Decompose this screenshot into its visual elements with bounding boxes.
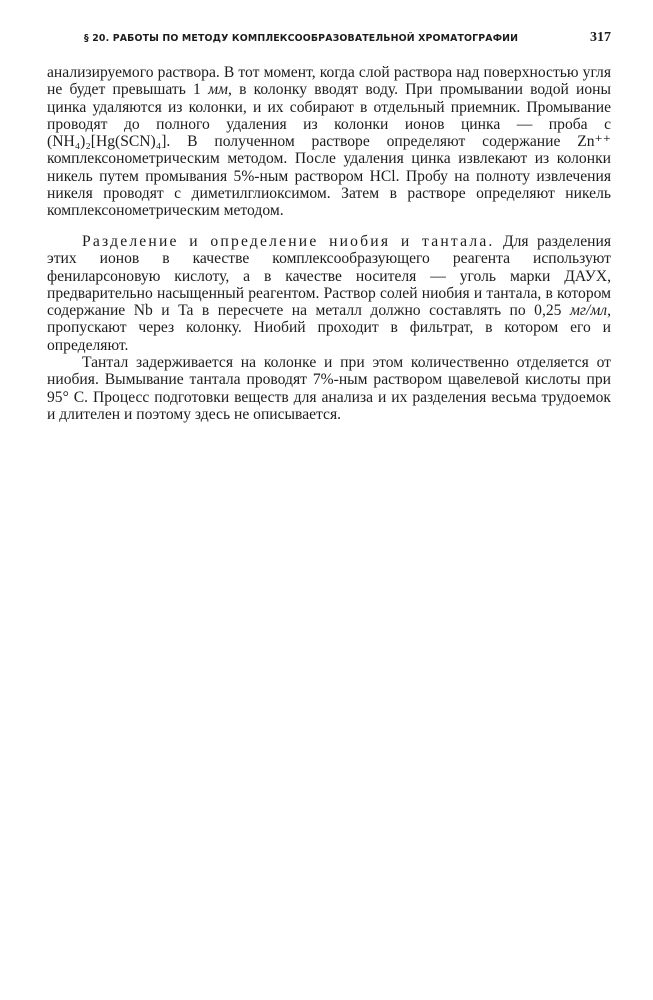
text-run: анализируемого раствора. В тот момент, когда слой раствора над поверхностью угля не будет превышать 1 xyxy=(47,64,611,99)
paragraph-text xyxy=(47,64,611,220)
paragraph-zinc-nickel xyxy=(47,64,611,220)
section-heading: Разделение и определение ниобия и тантала. xyxy=(82,233,495,250)
paragraph-niobium-tantalum xyxy=(47,233,611,354)
paragraph-text xyxy=(47,233,611,354)
unit-mg-ml: мг/мл xyxy=(569,302,608,320)
paragraph-tantalum-elution xyxy=(47,354,611,423)
unit-mm: мм xyxy=(208,81,228,99)
text-run: Для разделения этих ионов в качестве комплексообразующего реагента используют фениларсоновую кислоту, а в качестве носителя — уголь марки ДАУХ, предварительно насыщенный реагентом. Раствор солей ниобия и тантала, в котором содержание Nb и Ta в пересчете на металл должно составлять по 0,25 xyxy=(47,233,611,320)
text-run: , пропускают через колонку. Ниобий проходит в фильтрат, в котором его и определяют. xyxy=(47,302,611,354)
paragraph-text: Тантал задерживается на колонке и при этом количественно отделяется от ниобия. Вымывание тантала проводят 7%-ным раствором щавелевой кислоты при 95° С. Процесс подготовки веществ для анализа и их разделения весьма трудоемок и длителен и поэтому здесь не описывается. xyxy=(47,354,611,423)
text-run: , в колонку вводят воду. При промывании водой ионы цинка удаляются из колонки, и их собирают в отдельный приемник. Промывание проводят до полного удаления из колонки ионов цинка — проба с (NH₄)₂[Hg(SCN)₄]. В полученном растворе определяют содержание Zn⁺⁺ комплексонометрическим методом. После удаления цинка извлекают из колонки никель путем промывания 5%-ным раствором HCl. Пробу на полноту извлечения никеля проводят с диметилглиоксимом. Затем в растворе определяют никель комплексонометрическим методом. xyxy=(47,81,612,220)
running-title: § 20. РАБОТЫ ПО МЕТОДУ КОМПЛЕКСООБРАЗОВАТЕЛЬНОЙ ХРОМАТОГРАФИИ xyxy=(84,33,519,44)
running-head xyxy=(84,30,611,50)
page-number: 317 xyxy=(590,30,611,45)
